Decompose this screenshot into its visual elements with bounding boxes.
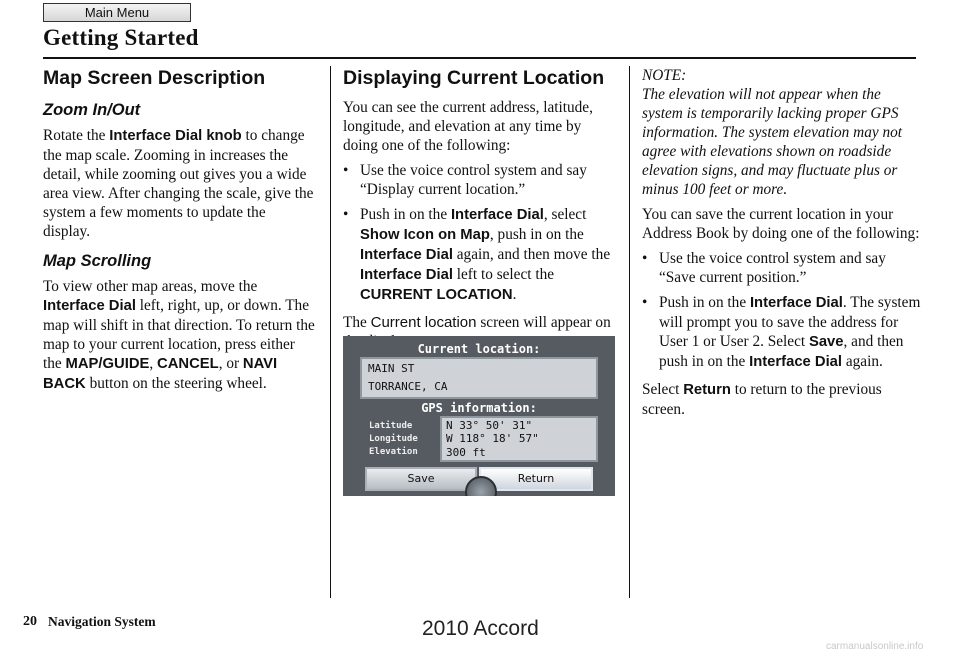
label-latitude: Latitude	[369, 421, 413, 431]
address-box	[360, 357, 598, 399]
subheading-scrolling: Map Scrolling	[43, 252, 152, 270]
page-number: 20	[23, 614, 37, 629]
paragraph-zoom: Rotate the Interface Dial knob to change the map scale. Zooming in increases the detail, while zooming out gives you a wide area view. After changing the scale, give the system a few moments to update the display.	[43, 127, 314, 240]
column-save-location	[642, 205, 922, 425]
label-longitude: Longitude	[369, 434, 418, 444]
page-header-title: Getting Started	[43, 25, 199, 50]
list-item: • Push in on the Interface Dial, select Show Icon on Map, push in on the Interface Dial again, and then move the Interface Dial left to select the CURRENT LOCATION.	[343, 206, 611, 303]
paragraph-outro: The Current location screen will appear on	[343, 314, 611, 331]
list-save-methods	[642, 249, 922, 372]
gps-values-box	[440, 416, 598, 462]
screen-title-current-location: Current location:	[417, 342, 541, 356]
address-line-2: TORRANCE, CA	[368, 380, 448, 393]
screen-title-gps: GPS information:	[421, 401, 537, 415]
watermark: carmanualsonline.info	[826, 641, 924, 652]
elevation-value: 300 ft	[446, 446, 486, 459]
paragraph-return: Select Return to return to the previous screen.	[642, 381, 882, 418]
column-divider	[330, 66, 331, 598]
return-button[interactable]: Return	[479, 467, 593, 491]
footer-model: 2010 Accord	[422, 617, 539, 640]
longitude-value: W 118° 18' 57"	[446, 432, 539, 445]
paragraph-scrolling: To view other map areas, move the Interface Dial left, right, up, or down. The map will shift in that direction. To return the map to your current location, press either the MAP/GUIDE, CANCEL, or NAVI BACK button on the steering wheel.	[43, 278, 315, 392]
current-location-screen	[343, 336, 615, 496]
note-text: The elevation will not appear when the system is temporarily lacking proper GPS information. The system elevation may not agree with elevations shown on roadside elevation signs, and may fluctuate plus or minus 100 feet or more.	[642, 86, 903, 198]
column-map-screen	[43, 66, 315, 400]
paragraph-intro: You can see the current address, latitude, longitude, and elevation at any time by doing one of the following:	[343, 99, 593, 154]
column-note	[642, 66, 922, 211]
label-elevation: Elevation	[369, 447, 418, 457]
column-divider	[629, 66, 630, 598]
latitude-value: N 33° 50' 31"	[446, 419, 533, 432]
list-display-methods	[343, 161, 618, 305]
list-item: • Use the voice control system and say “Save current position.”	[642, 250, 886, 286]
footer-section-title: Navigation System	[48, 614, 156, 629]
list-item: • Use the voice control system and say “Display current location.”	[343, 162, 587, 198]
subheading-zoom: Zoom In/Out	[43, 101, 141, 119]
header-divider	[43, 57, 916, 59]
paragraph-save-intro: You can save the current location in your Address Book by doing one of the following:	[642, 206, 920, 242]
column-current-location	[343, 66, 618, 357]
address-line-1: MAIN ST	[368, 362, 415, 375]
main-menu-button[interactable]: Main Menu	[43, 3, 191, 22]
section-heading-map-screen: Map Screen Description	[43, 67, 266, 89]
section-heading-current-location: Displaying Current Location	[343, 67, 605, 89]
list-item: • Push in on the Interface Dial. The system will prompt you to save the address for User 1 or User 2. Select Save, and then push in on the Interface Dial again.	[642, 294, 921, 370]
note-label: NOTE:	[642, 67, 687, 84]
save-button[interactable]: Save	[365, 467, 477, 491]
